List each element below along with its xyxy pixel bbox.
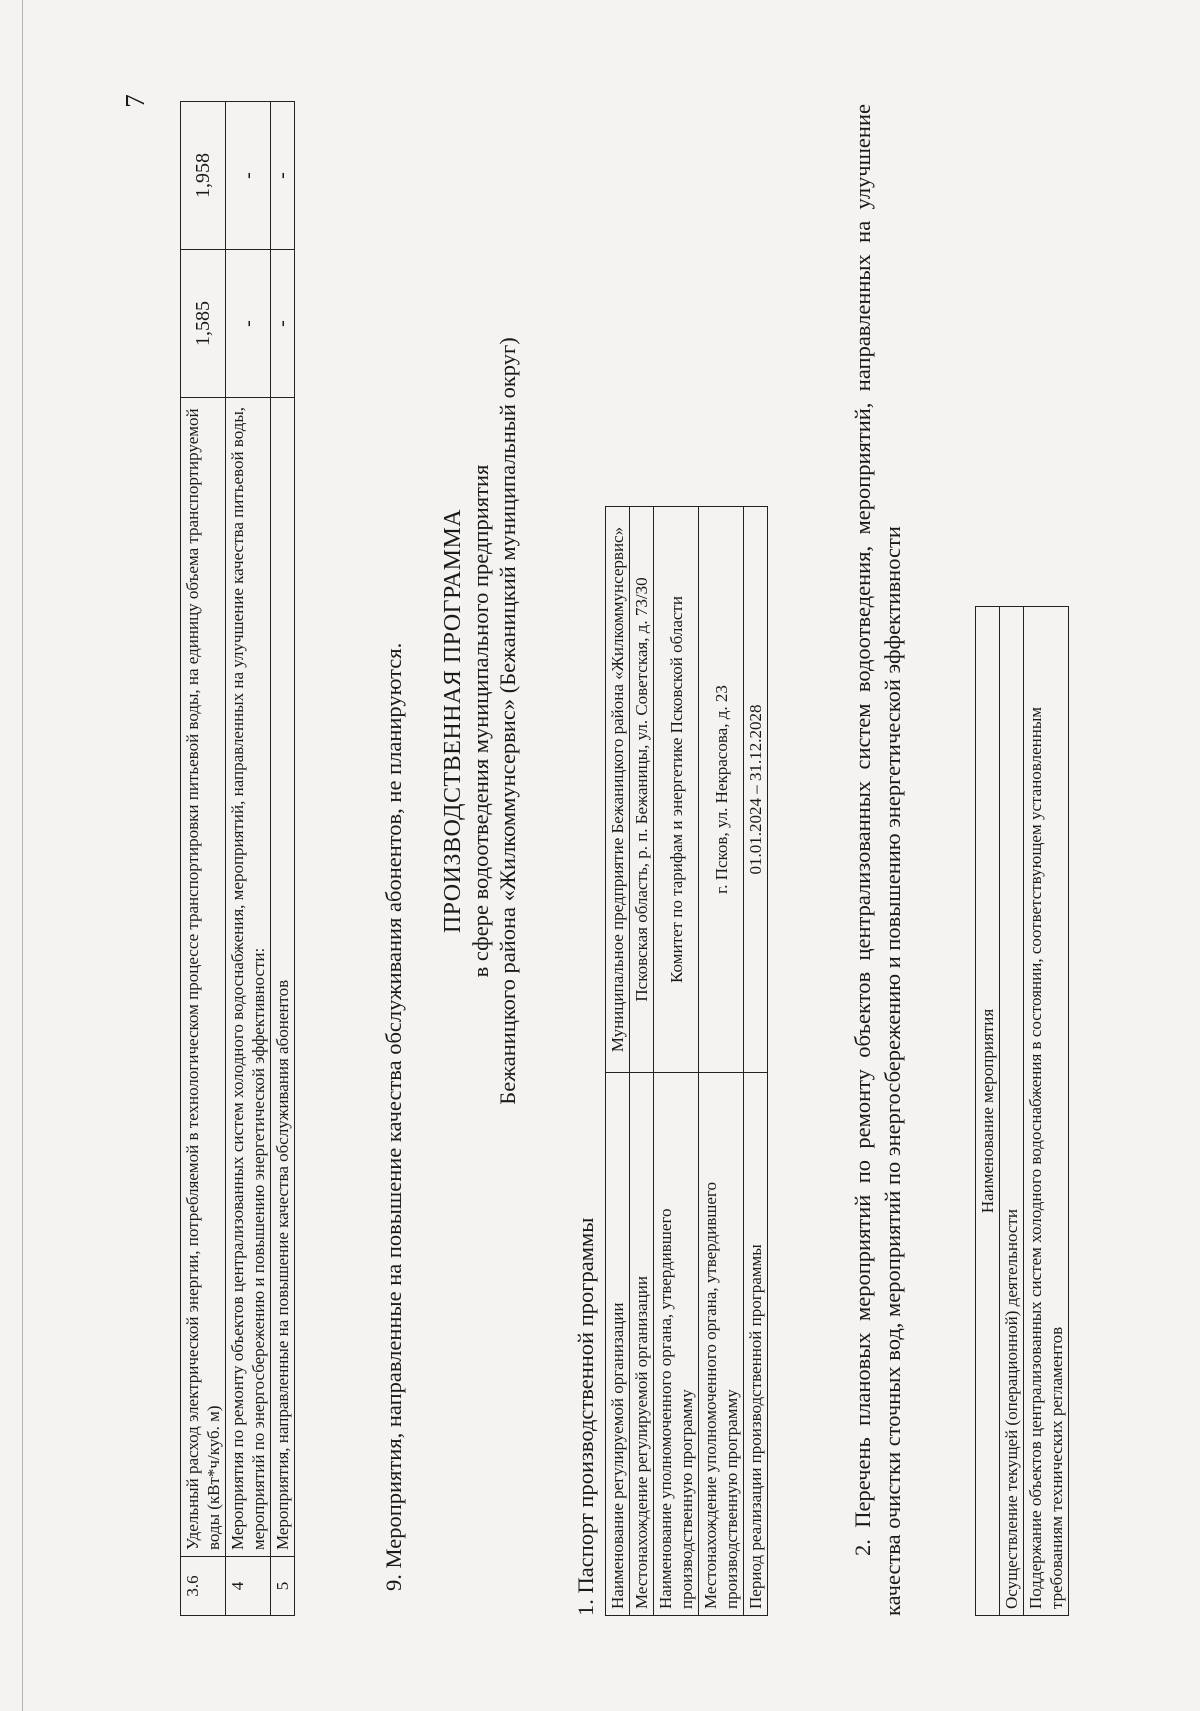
- table-row: [181, 102, 226, 1616]
- table-header-row: [976, 607, 1000, 1616]
- page-number: 7: [120, 94, 150, 108]
- table-row: [271, 102, 295, 1616]
- value-cell: -: [226, 250, 271, 398]
- measure-cell: Осуществление текущей (операционной) деятельности: [1000, 607, 1024, 1616]
- section-9-text: 9. Мероприятия, направленные на повышение качества обслуживания абонентов, не планируются.: [381, 642, 406, 1591]
- measure-cell: Поддержание объектов централизованных систем холодного водоснабжения в состоянии, соответствующем установленным требованиям технических регламентов: [1024, 607, 1069, 1616]
- table-row: [1000, 607, 1024, 1616]
- passport-value: г. Псков, ул. Некрасова, д. 23: [699, 507, 744, 1073]
- row-number: 3.6: [181, 1557, 226, 1616]
- row-number: 5: [271, 1557, 295, 1616]
- table-row: [630, 507, 654, 1616]
- passport-value: Муниципальное предприятие Бежаницкого района «Жилкоммунсервис»: [606, 507, 630, 1073]
- value-cell: 1,585: [181, 250, 226, 398]
- table-row: [744, 507, 768, 1616]
- program-title: [440, 271, 521, 1171]
- passport-key: Наименование регулируемой организации: [606, 1073, 630, 1616]
- program-title-main: ПРОИЗВОДСТВЕННАЯ ПРОГРАММА: [440, 508, 466, 934]
- table-row: [606, 507, 630, 1616]
- value-cell: -: [271, 250, 295, 398]
- passport-value: Комитет по тарифам и энергетике Псковской области: [654, 507, 699, 1073]
- passport-value: 01.01.2024 – 31.12.2028: [744, 507, 768, 1073]
- table-row: [654, 507, 699, 1616]
- value-cell: -: [226, 102, 271, 250]
- value-cell: 1,958: [181, 102, 226, 250]
- table-row: [1024, 607, 1069, 1616]
- table-row: [699, 507, 744, 1616]
- section-2-heading: 2. Перечень плановых мероприятий по ремонту объектов централизованных систем водоотведения, мероприятий, направленных на улучшение качества очистки сточных вод, мероприятий по энергосбережению и повышению энергетической эффективности: [850, 104, 905, 1616]
- passport-key: Местонахождение регулируемой организации: [630, 1073, 654, 1616]
- program-title-sub: в сфере водоотведения муниципального предприятия: [468, 464, 493, 978]
- passport-key: Местонахождение уполномоченного органа, утвердившего производственную программу: [699, 1073, 744, 1616]
- passport-value: Псковская область, р. п. Бежаницы, ул. Советская, д. 73/30: [630, 507, 654, 1073]
- passport-heading: 1. Паспорт производственной программы: [573, 1217, 598, 1616]
- passport-table: [605, 506, 768, 1616]
- indicators-table: [180, 101, 295, 1616]
- row-text: Мероприятия по ремонту объектов централизованных систем холодного водоснабжения, мероприятий, направленных на улучшение качества питьевой воды, мероприятий по энергосбережению и повышению энергетической эффективности:: [226, 398, 271, 1557]
- passport-key: Наименование уполномоченного органа, утвердившего производственную программу: [654, 1073, 699, 1616]
- table-row: [226, 102, 271, 1616]
- value-cell: -: [271, 102, 295, 250]
- row-number: 4: [226, 1557, 271, 1616]
- measures-table: [975, 606, 1069, 1616]
- program-title-org: Бежаницкого района «Жилкоммунсервис» (Бежаницкий муниципальный округ): [495, 337, 520, 1105]
- passport-key: Период реализации производственной программы: [744, 1073, 768, 1616]
- row-text: Удельный расход электрической энергии, потребляемой в технологическом процессе транспортировки питьевой воды, на единицу объема транспортируемой воды (кВт*ч/куб. м): [181, 398, 226, 1557]
- row-text: Мероприятия, направленные на повышение качества обслуживания абонентов: [271, 398, 295, 1557]
- column-header: Наименование мероприятия: [976, 607, 1000, 1616]
